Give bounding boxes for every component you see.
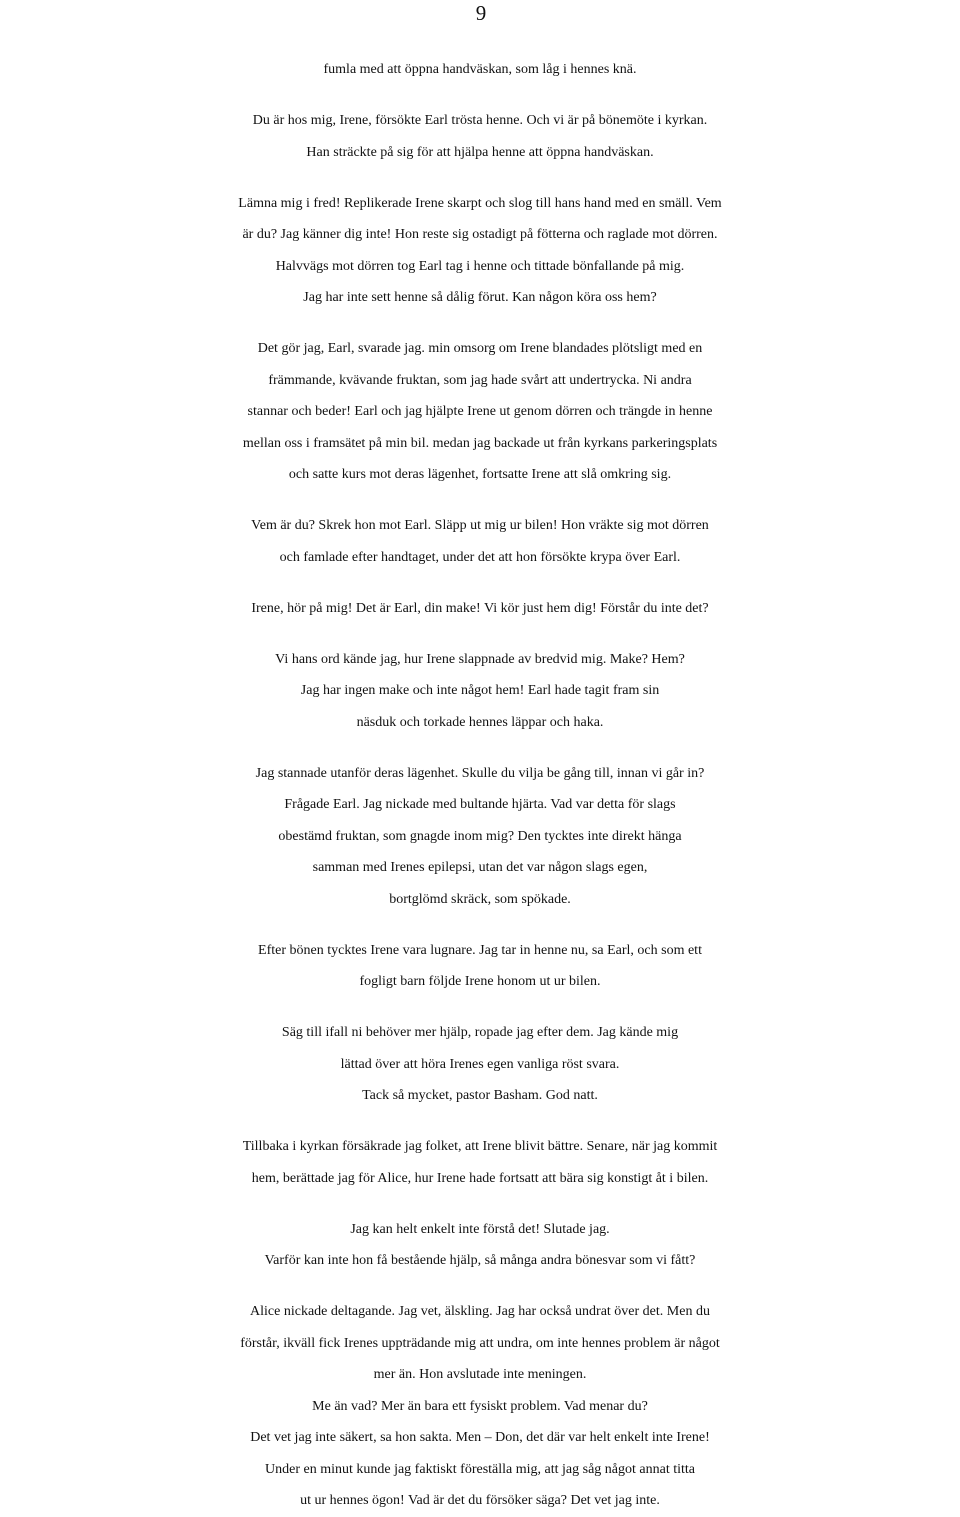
text-line: Tillbaka i kyrkan försäkrade jag folket, att Irene blivit bättre. Senare, när jag kommit (242, 1139, 718, 1154)
paragraph (0, 105, 960, 168)
paragraph (0, 1214, 960, 1277)
text-line: obestämd fruktan, som gnagde inom mig? Den tycktes inte direkt hänga (278, 828, 682, 844)
paragraph (0, 188, 960, 314)
text-line: och famlade efter handtaget, under det att hon försökte krypa över Earl. (279, 549, 681, 565)
text-line: och satte kurs mot deras lägenhet, fortsatte Irene att slå omkring sig. (288, 467, 672, 482)
text-line: Det vet jag inte säkert, sa hon sakta. Men – Don, det där var helt enkelt inte Irene! (250, 1430, 710, 1445)
paragraph (0, 54, 960, 86)
paragraph-gap (0, 1194, 960, 1214)
text-line: Vi hans ord kände jag, hur Irene slappnade av bredvid mig. Make? Hem? (275, 651, 685, 667)
paragraph (0, 593, 960, 625)
paragraph-gap (0, 998, 960, 1018)
text-line: fogligt barn följde Irene honom ut ur bilen. (359, 974, 601, 989)
text-line: Frågade Earl. Jag nickade med bultande hjärta. Vad var detta för slags (284, 797, 676, 812)
text-line: Alice nickade deltagande. Jag vet, älskling. Jag har också undrat över det. Men du (250, 1304, 710, 1319)
text-line: Du är hos mig, Irene, försökte Earl trösta henne. Och vi är på bönemöte i kyrkan. (252, 113, 708, 128)
text-line: Tack så mycket, pastor Basham. God natt. (362, 1088, 598, 1103)
text-line: Jag stannade utanför deras lägenhet. Skulle du vilja be gång till, innan vi går in? (255, 765, 705, 781)
paragraph-gap (0, 86, 960, 106)
text-line: Jag har ingen make och inte något hem! Earl hade tagit fram sin (300, 683, 660, 698)
paragraph-gap (0, 738, 960, 758)
text-line: är du? Jag känner dig inte! Hon reste sig ostadigt på fötterna och raglade mot dörren. (242, 227, 718, 242)
text-line: Det gör jag, Earl, svarade jag. min omsorg om Irene blandades plötsligt med en (257, 341, 703, 356)
text-line: främmande, kvävande fruktan, som jag hade svårt att undertrycka. Ni andra (268, 372, 692, 388)
text-line: Han sträckte på sig för att hjälpa henne att öppna handväskan. (306, 144, 654, 160)
paragraph-gap (0, 573, 960, 593)
paragraph (0, 758, 960, 916)
paragraph-gap (0, 168, 960, 188)
text-line: mellan oss i framsätet på min bil. medan jag backade ut från kyrkans parkeringsplats (242, 435, 718, 451)
paragraph-gap (0, 1112, 960, 1132)
paragraph-gap (0, 915, 960, 935)
text-line: bortglömd skräck, som spökade. (389, 891, 571, 907)
text-line: fumla med att öppna handväskan, som låg i hennes knä. (323, 62, 637, 77)
text-line: Under en minut kunde jag faktiskt föreställa mig, att jag såg något annat titta (265, 1461, 695, 1477)
text-line: Efter bönen tycktes Irene vara lugnare. Jag tar in henne nu, sa Earl, och som ett (258, 942, 702, 958)
text-line: förstår, ikväll fick Irenes uppträdande mig att undra, om inte hennes problem är något (240, 1335, 720, 1351)
page-number: 9 (475, 1, 487, 25)
paragraph (0, 333, 960, 491)
paragraph-gap (0, 1277, 960, 1297)
text-line: Lämna mig i fred! Replikerade Irene skarpt och slog till hans hand med en smäll. Vem (238, 195, 722, 211)
text-line: Säg till ifall ni behöver mer hjälp, ropade jag efter dem. Jag kände mig (281, 1025, 679, 1040)
paragraph-gap (0, 624, 960, 644)
text-line: Halvvägs mot dörren tog Earl tag i henne och tittade bönfallande på mig. (275, 258, 685, 274)
text-line: Me än vad? Mer än bara ett fysiskt problem. Vad menar du? (312, 1398, 648, 1414)
text-line: Jag kan helt enkelt inte förstå det! Slutade jag. (350, 1221, 610, 1237)
text-line: lättad över att höra Irenes egen vanliga röst svara. (340, 1056, 620, 1072)
text-line: stannar och beder! Earl och jag hjälpte Irene ut genom dörren och trängde in henne (247, 404, 713, 419)
text-line: ut ur hennes ögon! Vad är det du försöker säga? Det vet jag inte. (300, 1493, 660, 1508)
paragraph (0, 644, 960, 739)
text-line: hem, berättade jag för Alice, hur Irene hade fortsatt att bära sig konstigt åt i bilen. (251, 1170, 709, 1186)
text-line: mer än. Hon avslutade inte meningen. (373, 1367, 587, 1382)
paragraph (0, 1296, 960, 1517)
paragraph (0, 510, 960, 573)
text-line: Jag har inte sett henne så dålig förut. Kan någon köra oss hem? (303, 290, 657, 305)
paragraph-gap (0, 491, 960, 511)
paragraph (0, 1131, 960, 1194)
page-body-text (0, 54, 960, 1517)
paragraph (0, 1017, 960, 1112)
paragraph-gap (0, 314, 960, 334)
text-line: Varför kan inte hon få bestående hjälp, så många andra bönesvar som vi fått? (264, 1253, 696, 1268)
paragraph (0, 935, 960, 998)
text-line: Irene, hör på mig! Det är Earl, din make! Vi kör just hem dig! Förstår du inte det? (251, 600, 709, 616)
text-line: samman med Irenes epilepsi, utan det var någon slags egen, (312, 860, 648, 875)
text-line: näsduk och torkade hennes läppar och haka. (356, 714, 604, 730)
text-line: Vem är du? Skrek hon mot Earl. Släpp ut mig ur bilen! Hon vräkte sig mot dörren (251, 518, 709, 533)
